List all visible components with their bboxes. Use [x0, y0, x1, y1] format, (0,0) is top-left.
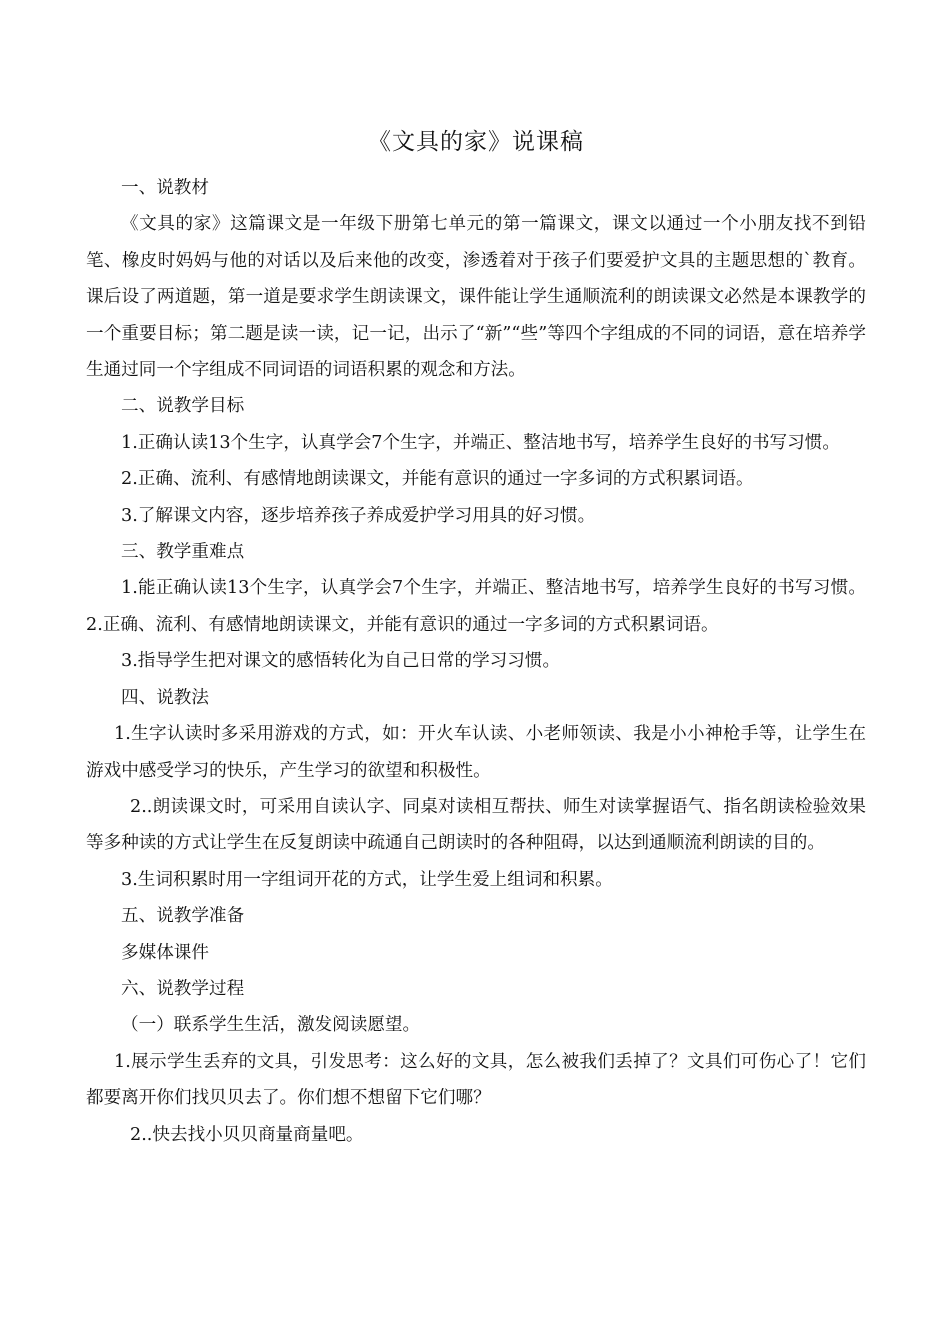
process-subheading-1: （一）联系学生生活，激发阅读愿望。 — [121, 1015, 421, 1036]
process-item-1: 1.展示学生丢弃的文具，引发思考：这么好的文具，怎么被我们丢掉了？文具们可伤心了！它们都要离开你们找贝贝去了。你们想不想留下它们哪？ — [86, 1051, 866, 1109]
key-point-item-1-2: 1.能正确认读13个生字，认真学会7个生字，并端正、整洁地书写，培养学生良好的书写习惯。2.正确、流利、有感情地朗读课文，并能有意识的通过一字多词的方式积累词语。 — [86, 578, 866, 635]
goal-item-3: 3.了解课文内容，逐步培养孩子养成爱护学习用具的好习惯。 — [121, 505, 596, 526]
goal-item-2: 2.正确、流利、有感情地朗读课文，并能有意识的通过一字多词的方式积累词语。 — [121, 469, 754, 490]
section-heading-preparation: 五、说教学准备 — [121, 906, 245, 927]
process-item-2: 2..快去找小贝贝商量商量吧。 — [130, 1124, 364, 1145]
preparation-item: 多媒体课件 — [121, 942, 209, 963]
paragraph-textbook-description: 《文具的家》这篇课文是一年级下册第七单元的第一篇课文，课文以通过一个小朋友找不到铅笔、橡皮时妈妈与他的对话以及后来他的改变，渗透着对于孩子们要爱护文具的主题思想的`教育。课后设了两道题，第一道是要求学生朗读课文，课件能让学生通顺流利的朗读课文必然是本课教学的一个重要目标；第二题是读一读，记一记，出示了“新”“些”等四个字组成的不同的词语，意在培养学生通过同一个字组成不同词语的词语积累的观念和方法。 — [86, 214, 866, 381]
method-item-2: 2..朗读课文时，可采用自读认字、同桌对读相互帮扶、师生对读掌握语气、指名朗读检验效果等多种读的方式让学生在反复朗读中疏通自己朗读时的各种阻碍，以达到通顺流利朗读的目的。 — [86, 796, 866, 854]
method-item-1: 1.生字认读时多采用游戏的方式，如：开火车认读、小老师领读、我是小小神枪手等，让学生在游戏中感受学习的快乐，产生学习的欲望和积极性。 — [86, 724, 866, 781]
section-heading-process: 六、说教学过程 — [121, 978, 245, 999]
key-point-item-3: 3.指导学生把对课文的感悟转化为自己日常的学习习惯。 — [121, 651, 561, 672]
section-heading-textbook: 一、说教材 — [121, 178, 209, 198]
section-heading-methods: 四、说教法 — [121, 687, 209, 708]
section-heading-goals: 二、说教学目标 — [121, 396, 245, 417]
goal-item-1: 1.正确认读13个生字，认真学会7个生字，并端正、整洁地书写，培养学生良好的书写习惯。 — [121, 432, 840, 453]
method-item-3: 3.生词积累时用一字组词开花的方式，让学生爱上组词和积累。 — [121, 869, 613, 890]
section-heading-key-points: 三、教学重难点 — [121, 542, 245, 563]
document-title: 《文具的家》说课稿 — [368, 129, 584, 155]
